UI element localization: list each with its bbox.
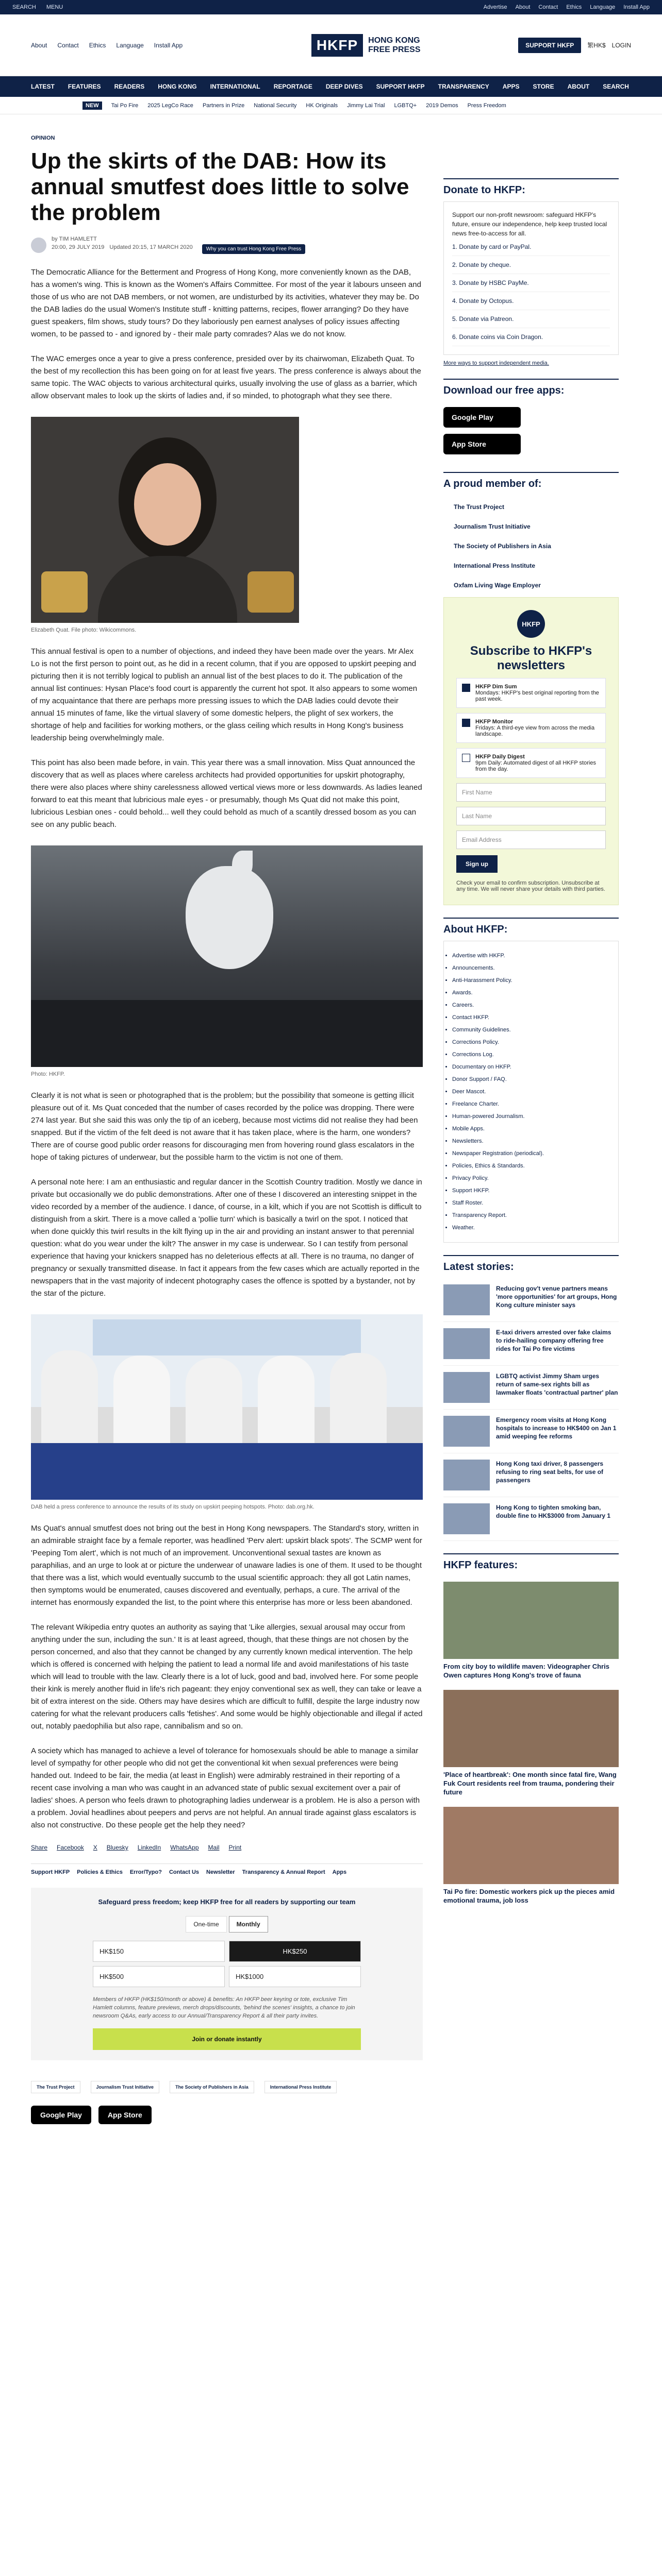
donate-box (443, 201, 619, 355)
membership-benefits: Members of HKFP (HK$150/month or above) & benefits: An HKFP beer keyring or tote, exclusive Tim Hamlett columns, feature previews, merch drops/discounts, 'behind the scenes' insights, a chance to join newsroom Q&As, early access to our Annual/Transparency Report & all their party invites. (93, 1996, 355, 2019)
donate-method[interactable]: 6. Donate coins via Coin Dragon. (452, 328, 610, 346)
feature-image[interactable] (443, 1582, 619, 1659)
topbar-link[interactable]: About (515, 4, 531, 10)
about-link[interactable]: • Privacy Policy. (452, 1172, 610, 1184)
latest-sidebar (443, 1255, 619, 1541)
newsletter-option[interactable] (456, 678, 606, 708)
amount-option-selected[interactable]: HK$250 (229, 1941, 361, 1962)
ticker-item[interactable]: National Security (254, 102, 297, 109)
apps-sidebar (443, 379, 619, 460)
checkbox-checked-icon[interactable] (462, 684, 470, 692)
feature-headline[interactable]: Tai Po fire: Domestic workers pick up the pieces amid emotional trauma, job loss (443, 1888, 615, 1904)
photo-apple-store[interactable] (31, 845, 423, 1067)
ticker-item[interactable]: Tai Po Fire (111, 102, 139, 109)
share-print[interactable]: Print (228, 1844, 242, 1851)
about-link[interactable]: • Documentary on HKFP. (452, 1061, 610, 1073)
story-thumbnail[interactable] (443, 1460, 490, 1490)
author-byline[interactable]: by TIM HAMLETT (52, 236, 97, 242)
about-link[interactable]: • Corrections Log. (452, 1048, 610, 1061)
footer-meta-links (31, 1863, 423, 1875)
photo-dab-press-conference[interactable] (31, 1314, 423, 1500)
ticker-item[interactable]: HK Originals (306, 102, 338, 109)
about-link[interactable]: • Staff Roster. (452, 1197, 610, 1209)
option-desc: 9pm Daily: Automated digest of all HKFP stories from the day. (475, 760, 596, 772)
story-thumbnail[interactable] (443, 1503, 490, 1534)
share-whatsapp[interactable]: WhatsApp (170, 1844, 199, 1851)
meta-link[interactable]: Policies & Ethics (77, 1869, 123, 1875)
topbar-links (484, 4, 650, 10)
support-button[interactable]: SUPPORT HKFP (518, 38, 581, 53)
menu-link[interactable]: MENU (46, 4, 63, 10)
search-link[interactable]: SEARCH (12, 4, 36, 10)
story-thumbnail[interactable] (443, 1284, 490, 1315)
paragraph: The Democratic Alliance for the Betterment and Progress of Hong Kong, more conveniently known as the DAB, has a women's wing. This is known as the Women's Affairs Committee. For most of the year it labours unseen and those of us who are not DAB members, or not women, are undisturbed by its activities, whatever they may be. Do the DAB ladies do the usual Women's Institute stuff - knitting patterns, recipes, flower arranging? Do they have guest speakers, film shows, study tours? Do they laboriously pen earnest analyses of policy issues affecting women, to be passed to - and ignored by - their male party comrades? Alas we do not know. (31, 268, 421, 338)
newsletter-signup (443, 597, 619, 905)
logo-wordmark (368, 36, 420, 55)
story-headline[interactable]: LGBTQ activist Jimmy Sham urges return of same-sex rights bill as lawmaker floats 'contractual partner' plan (496, 1372, 618, 1396)
last-name-input[interactable]: Last Name (456, 807, 606, 825)
login-link[interactable]: LOGIN (611, 41, 631, 49)
nav-item[interactable]: TRANSPARENCY (438, 83, 489, 90)
latest-story[interactable] (443, 1497, 619, 1541)
meta-link[interactable]: Support HKFP (31, 1869, 70, 1875)
main-nav (0, 76, 662, 97)
about-link[interactable]: • Announcements. (452, 962, 610, 974)
option-desc: Fridays: A third-eye view from across the media landscape. (475, 725, 595, 737)
google-play-button[interactable]: Google Play (31, 2106, 91, 2124)
ticker-item[interactable]: 2019 Demos (426, 102, 458, 109)
amount-options (93, 1941, 361, 1987)
masthead-links (31, 42, 183, 49)
share-facebook[interactable]: Facebook (57, 1844, 84, 1851)
meta-link[interactable]: Transparency & Annual Report (242, 1869, 325, 1875)
paragraph: This annual festival is open to a number of objections, and indeed they have been made over the years. Mr Alex Lo is not the first person to point out, as he did in a recent column, that if you are opposed to upskirt peeping and picturing then it is not terribly logical to publish an annual list of the best places to do it. The publication of the annual list continues: Hysan Place's food court is apparently the current hot spot. It also appears to some women of my acquaintance that there are perhaps more pressing issues to which the DAB ladies could devote their annual 15 minutes of fame, like the virtual slavery of some domestic helpers, the plight of sex workers, the shortage of help and facilities for working mothers, or the glass ceiling which results in Hong Kong's business leadership being overwhelmingly male. (31, 647, 418, 742)
feature-headline[interactable]: 'Place of heartbreak': One month since fatal fire, Wang Fuk Court residents reel from trauma, pondering their future (443, 1771, 617, 1796)
publish-date: 20:00, 29 JULY 2019 (52, 244, 105, 250)
figure-caption: Elizabeth Quat. File photo: Wikicommons. (31, 627, 137, 633)
about-link[interactable]: • Deer Mascot. (452, 1086, 610, 1098)
badge-ipi[interactable]: International Press Institute (264, 2081, 337, 2093)
story-headline[interactable]: Hong Kong taxi driver, 8 passengers refusing to ring seat belts, for use of passengers (496, 1460, 604, 1484)
paragraph: The WAC emerges once a year to give a press conference, presided over by its chairwoman, Elizabeth Quat. To the best of my recollection this has been going on for at least five years. The press conference is always about the same topic. The WAC objects to various architectural quirks, usually involving the use of glass as a barrier, which allow observant males to look up the skirts of ladies and, if so minded, to photograph what they see there. (31, 354, 421, 400)
partner-logo[interactable]: International Press Institute (454, 562, 536, 569)
about-link[interactable]: • Freelance Charter. (452, 1098, 610, 1110)
nav-item[interactable]: DEEP DIVES (325, 83, 363, 90)
logo-line-1: HONG KONG (368, 36, 420, 45)
nav-item[interactable]: READERS (114, 83, 145, 90)
about-link[interactable]: • Weather. (452, 1222, 610, 1234)
about-link[interactable]: • Policies, Ethics & Standards. (452, 1160, 610, 1172)
frequency-toggle (93, 1916, 361, 1933)
option-desc: Mondays: HKFP's best original reporting from the past week. (475, 690, 599, 702)
ticker-item[interactable]: 2025 LegCo Race (147, 102, 193, 109)
story-thumbnail[interactable] (443, 1372, 490, 1403)
option-name: HKFP Dim Sum (475, 684, 517, 690)
hkfp-badge-icon: HKFP (517, 610, 545, 638)
topbar-link[interactable]: Install App (623, 4, 650, 10)
about-link[interactable]: • Human-powered Journalism. (452, 1110, 610, 1123)
figure-caption: DAB held a press conference to announce the results of its study on upskirt peeping hotspots. Photo: dab.org.hk. (31, 1504, 315, 1510)
ticker-item[interactable]: LGBTQ+ (394, 102, 417, 109)
donate-widget (31, 1888, 423, 2060)
about-link[interactable]: • Newspaper Registration (periodical). (452, 1147, 610, 1160)
latest-story[interactable] (443, 1278, 619, 1322)
more-ways-link[interactable]: More ways to support independent media. (443, 360, 549, 366)
trust-link[interactable]: Why you can trust Hong Kong Free Press (202, 244, 306, 254)
about-link[interactable]: • Awards. (452, 987, 610, 999)
story-headline[interactable]: Emergency room visits at Hong Kong hospitals to increase to HK$400 on Jan 1 amid weeping fee reforms (496, 1416, 617, 1440)
article-meta (31, 236, 423, 254)
partner-logo[interactable]: The Society of Publishers in Asia (454, 543, 551, 550)
masthead-link[interactable]: Install App (154, 41, 183, 49)
amount-option[interactable]: HK$150 (93, 1941, 225, 1962)
app-store-button[interactable]: App Store (98, 2106, 152, 2124)
feature-story[interactable] (443, 1802, 619, 1910)
meta-link[interactable]: Error/Typo? (129, 1869, 162, 1875)
features-sidebar (443, 1553, 619, 1910)
author-avatar (31, 238, 46, 253)
share-mail[interactable]: Mail (208, 1844, 220, 1851)
meta-link[interactable]: Newsletter (206, 1869, 235, 1875)
article-column (31, 114, 423, 2124)
story-headline[interactable]: Hong Kong to tighten smoking ban, double fine to HK$3000 from January 1 (496, 1504, 611, 1519)
donate-method[interactable]: 1. Donate by card or PayPal. (452, 238, 610, 256)
membership-badges (31, 2081, 423, 2093)
donate-method[interactable]: 5. Donate via Patreon. (452, 310, 610, 328)
latest-story[interactable] (443, 1322, 619, 1366)
masthead-actions (518, 38, 631, 53)
topic-ticker (0, 97, 662, 114)
one-time-tab[interactable]: One-time (186, 1916, 226, 1933)
checkbox-checked-icon[interactable] (462, 719, 470, 727)
donate-heading: Safeguard press freedom; keep HKFP free for all readers by supporting our team (98, 1898, 356, 1906)
about-link[interactable]: • Anti-Harassment Policy. (452, 974, 610, 987)
feature-story[interactable] (443, 1577, 619, 1685)
ticker-item[interactable]: Partners in Prize (202, 102, 245, 109)
app-store-button[interactable]: App Store (443, 434, 521, 454)
newsletter-note: Check your email to confirm subscription. Unsubscribe at any time. We will never share your details with third parties. (456, 880, 605, 892)
story-headline[interactable]: Reducing gov't venue partners means 'more opportunities' for art groups, Hong Kong culture minister says (496, 1285, 617, 1309)
paragraph: A society which has managed to achieve a level of tolerance for homosexuals should be able to manage a similar level of sympathy for other people who did not get the conventional kit when sexual preferences were being handed out. Indeed to be fair, the media (at least in English) were admirably restrained in their reporting of a recent case involving a man who was caught in an advanced state of public sexual excitement over a pair of ladies' shoes. A person who feels drawn to photographing ladies underwear is a problem. He is also a person with a problem. Jovial headlines about peepers and pervs are not helpful. An annual tirade against glass escalators is also not constructive. Do these people get the help they need? (31, 1747, 420, 1829)
paragraph: Ms Quat's annual smutfest does not bring out the best in Hong Kong newspapers. The Standard's story, written in an admirable straight face by a female reporter, was headlined 'Perv alert: upskirt black spots'. The SCMP went for 'Peeping Tom alert', which is not much of an improvement. Unconventional sexual tastes are known as paraphilias, and an urge to look at or picture the underwear of unaware ladies is one of them. It used to be thought that there was a list, which would eventually succumb to the usual scientific approach: they all got Latin names, then symptoms would be enumerated, causes discovered and eventually, perhaps, a cure. The arrival of the internet has enormously expanded the list, to the point where this enterprise has more or less been abandoned. (31, 1524, 422, 1607)
logo-line-2: FREE PRESS (368, 45, 421, 54)
updated-date: Updated 20:15, 17 MARCH 2020 (109, 244, 193, 250)
partners-sidebar (443, 472, 619, 597)
nav-item[interactable]: FEATURES (68, 83, 101, 90)
checkbox-icon[interactable] (462, 754, 470, 762)
latest-story[interactable] (443, 1410, 619, 1453)
article-title: Up the skirts of the DAB: How its annual smutfest does little to solve the problem (31, 148, 409, 225)
topbar-link[interactable]: Advertise (483, 4, 507, 10)
story-headline[interactable]: E-taxi drivers arrested over fake claims to ride-hailing company offering free rides for Tai Po fire victims (496, 1329, 611, 1352)
latest-story[interactable] (443, 1453, 619, 1497)
section-label[interactable]: OPINION (31, 135, 55, 141)
meta-link[interactable]: Apps (332, 1869, 347, 1875)
topbar-link[interactable]: Ethics (566, 4, 582, 10)
apps-title: Download our free apps: (443, 385, 565, 396)
partner-logo[interactable]: The Trust Project (454, 503, 505, 511)
signup-button[interactable]: Sign up (456, 855, 498, 873)
amount-option[interactable]: HK$1000 (229, 1966, 361, 1987)
masthead-link[interactable]: Ethics (89, 41, 106, 49)
about-links (443, 941, 619, 1243)
badge-sopa[interactable]: The Society of Publishers in Asia (170, 2081, 254, 2093)
paragraph: The relevant Wikipedia entry quotes an authority as saying that 'Like allergies, sexual arousal may occur from anything under the sun, including the sun.' It is at least agreed, though, that these things are not chosen by the person concerned, and also that they cannot be changed by any currently known medical intervention. The help which is offered is concerned with helping the patient to lead a normal life and avoid manifestations of his taste which will lead to trouble with the law. Clearly there is a lot of luck, good and bad, involved here. For some people their kink is merely another fluid in life's rich pageant: they enjoy conventional sex as well, they can take or leave a bit of extra interest on the side. Others may have desires which are difficult to fulfill, despite the large industry now catering for what the relevant producers calls 'fetishes'. And some would be highly objectionable and illegal if acted out, notably paedophilia but also rape, cannibalism and so on. (31, 1623, 423, 1731)
photo-elizabeth-quat[interactable] (31, 417, 299, 623)
partner-logo[interactable]: Oxfam Living Wage Employer (454, 582, 541, 589)
share-label: Share (31, 1844, 48, 1851)
nav-item[interactable]: ABOUT (567, 83, 590, 90)
paragraph: This point has also been made before, in vain. This year there was a small innovation. Miss Quat announced the discovery that as well as places where careless architects had provided opportunities for upskirt photography, there were also places where shiny carelessness allowed vertical views more or less downwards. As ladies leaned forward to eat this meant that lubricious male eyes - or presumably, though Ms Quat did not make this point, lubricious Lesbian ones - could behold... well they could behold as much of a scantily dressed bosom as you can see on any public beach. (31, 758, 422, 829)
logo-mark: HKFP (311, 34, 363, 57)
about-link[interactable]: • Community Guidelines. (452, 1024, 610, 1036)
donate-sidebar (443, 178, 619, 366)
paragraph: A personal note here: I am an enthusiastic and regular dancer in the Scottish Country tradition. Mostly we dance in private but occasionally we do public demonstrations. After one of these I discovered an interesting snippet in the video recorded by a member of the audience. I dance, of course, in a kilt, which if you are not Scottish is difficult to distinguish from a skirt. There is a move called a 'pollie turn' which is basically a twirl on the spot. I noticed that when done quickly this twirl results in the kilt flying up in the air and providing an instant answer to that perennial question: what do you wear under the kilt? The answer in my case is underwear. So I can testify from personal experience that having your knickers snapped has no deleterious effects at all. There is no trauma, no danger of pregnancy or sexually transmitted disease. In fact it appears from the few cases which are actually reported in the newspapers that in the vast majority of indecent photography cases the offence is spotted by a bystander, not by the star of the picture. (31, 1178, 422, 1298)
new-badge: NEW (82, 101, 102, 110)
partner-logo[interactable]: Journalism Trust Initiative (454, 523, 531, 530)
donate-intro: Support our non-profit newsroom: safeguard HKFP's future, ensure our independence, help keep trusted local news free-to-access for all. (452, 211, 607, 237)
join-button[interactable]: Join or donate instantly (93, 2028, 361, 2050)
latest-story[interactable] (443, 1366, 619, 1410)
app-store-links (31, 2106, 423, 2124)
site-logo[interactable] (311, 34, 421, 57)
google-play-button[interactable]: Google Play (443, 407, 521, 428)
about-link[interactable]: • Mobile Apps. (452, 1123, 610, 1135)
feature-image[interactable] (443, 1807, 619, 1884)
nav-item[interactable]: STORE (533, 83, 554, 90)
nav-item[interactable]: SEARCH (603, 83, 629, 90)
feature-story[interactable] (443, 1685, 619, 1802)
nav-item[interactable]: HONG KONG (158, 83, 197, 90)
ticker-item[interactable]: Press Freedom (467, 102, 506, 109)
figure-caption: Photo: HKFP. (31, 1071, 65, 1077)
figure-apple-store (31, 845, 423, 1077)
nav-item[interactable]: REPORTAGE (273, 83, 312, 90)
language-currency[interactable]: 繁HK$ (587, 42, 606, 49)
nav-item[interactable]: INTERNATIONAL (210, 83, 260, 90)
about-title: About HKFP: (443, 924, 508, 935)
about-sidebar (443, 918, 619, 1243)
nav-item[interactable]: LATEST (31, 83, 55, 90)
feature-headline[interactable]: From city boy to wildlife maven: Videographer Chris Owen captures Hong Kong's trove of fauna (443, 1663, 609, 1679)
topbar-link[interactable]: Language (590, 4, 616, 10)
about-link[interactable]: • Corrections Policy. (452, 1036, 610, 1048)
option-name: HKFP Monitor (475, 719, 514, 725)
nav-item[interactable]: APPS (502, 83, 520, 90)
badge-jti[interactable]: Journalism Trust Initiative (91, 2081, 160, 2093)
newsletter-title: Subscribe to HKFP's newsletters (470, 644, 592, 672)
about-link[interactable]: • Contact HKFP. (452, 1011, 610, 1024)
masthead (0, 14, 662, 76)
share-linkedin[interactable]: LinkedIn (137, 1844, 161, 1851)
story-thumbnail[interactable] (443, 1328, 490, 1359)
first-name-input[interactable]: First Name (456, 783, 606, 802)
story-thumbnail[interactable] (443, 1416, 490, 1447)
amount-option[interactable]: HK$500 (93, 1966, 225, 1987)
donate-method[interactable]: 3. Donate by HSBC PayMe. (452, 274, 610, 292)
donate-method[interactable]: 4. Donate by Octopus. (452, 292, 610, 310)
top-utility-bar (0, 0, 662, 14)
about-link[interactable]: • Careers. (452, 999, 610, 1011)
ticker-item[interactable]: Jimmy Lai Trial (347, 102, 385, 109)
share-bluesky[interactable]: Bluesky (106, 1844, 128, 1851)
about-link[interactable]: • Newsletters. (452, 1135, 610, 1147)
masthead-link[interactable]: About (31, 41, 47, 49)
masthead-link[interactable]: Contact (57, 41, 79, 49)
partners-title: A proud member of: (443, 478, 542, 489)
article-body (31, 266, 423, 1832)
topbar-link[interactable]: Contact (538, 4, 558, 10)
masthead-link[interactable]: Language (116, 41, 144, 49)
nav-item[interactable]: SUPPORT HKFP (376, 83, 425, 90)
newsletter-option[interactable] (456, 713, 606, 743)
about-link[interactable]: • Donor Support / FAQ. (452, 1073, 610, 1086)
email-input[interactable]: Email Address (456, 831, 606, 849)
figure-dab-press-conference (31, 1314, 423, 1510)
monthly-tab[interactable]: Monthly (229, 1916, 268, 1933)
option-name: HKFP Daily Digest (475, 754, 525, 760)
newsletter-option[interactable] (456, 748, 606, 778)
badge-trust-project[interactable]: The Trust Project (31, 2081, 80, 2093)
features-title: HKFP features: (443, 1560, 518, 1571)
about-link[interactable]: • Transparency Report. (452, 1209, 610, 1222)
feature-image[interactable] (443, 1690, 619, 1767)
meta-link[interactable]: Contact Us (169, 1869, 200, 1875)
about-link[interactable]: • Support HKFP. (452, 1184, 610, 1197)
figure-elizabeth-quat (31, 417, 423, 633)
about-link[interactable]: • Advertise with HKFP. (452, 950, 610, 962)
latest-title: Latest stories: (443, 1261, 514, 1273)
donate-title: Donate to HKFP: (443, 184, 525, 196)
paragraph: Clearly it is not what is seen or photographed that is the problem; but the possibility that someone is getting illicit pleasure out of it. Ms Quat conceded that the number of cases recorded by the police was dropping. There were 274 last year. But she said this was only the tip of an iceberg, because most victims did not realise they had been snapped. But if the victim of the felt deed is not aware that it has taken place, where is the harm, one wonders? There are of course good public order reasons for discouraging men from hovering round glass escalators in the hope of taking pictures of underwear, but the possible harm to the victim is not one of them. (31, 1091, 418, 1162)
sidebar (443, 114, 619, 2124)
share-bar (31, 1844, 423, 1851)
share-x[interactable]: X (93, 1844, 97, 1851)
donate-method[interactable]: 2. Donate by cheque. (452, 256, 610, 274)
